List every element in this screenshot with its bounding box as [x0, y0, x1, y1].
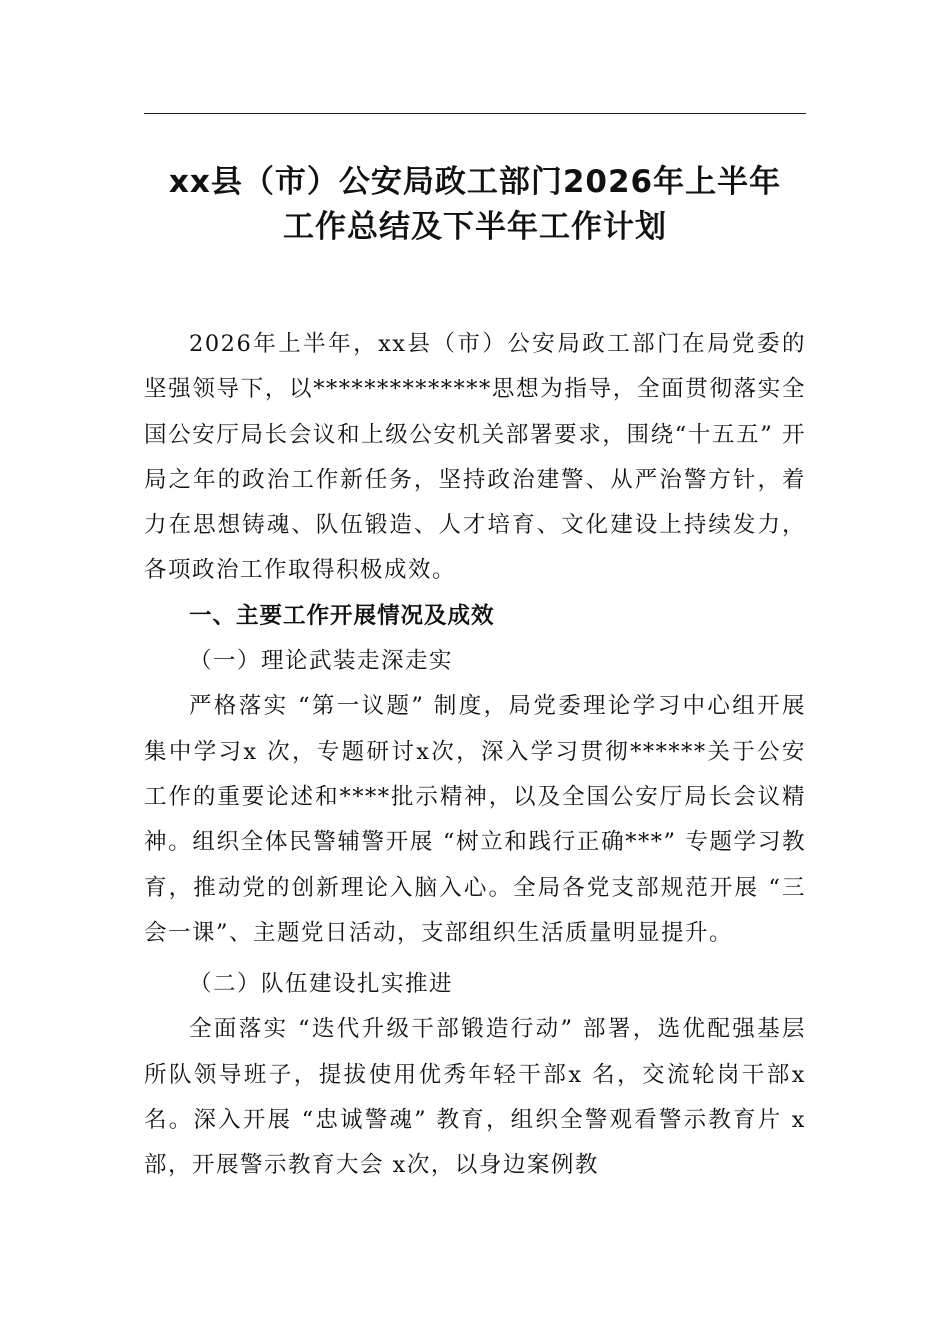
subsection-heading-2: （二）队伍建设扎实推进: [189, 971, 454, 998]
header-rule: [144, 113, 806, 114]
subsection-1-paragraph: 严格落实 “第一议题” 制度，局党委理论学习中心组开展集中学习x 次，专题研讨x次，深入学习贯彻******关于公安工作的重要论述和****批示精神，以及全国公安厅局长会议精神。组织全体民警辅警开展 “树立和践行正确***” 专题学习教育，推动党的创新理论入脑入心。全局各党支部规范开展 “三会一课”、主题党日活动，支部组织生活质量明显提升。: [144, 693, 806, 946]
title-line-2: 工作总结及下半年工作计划: [283, 209, 667, 245]
section-heading-1: 一、主要工作开展情况及成效: [189, 602, 495, 629]
intro-paragraph: 2026年上半年，xx县（市）公安局政工部门在局党委的坚强领导下，以**************思想为指导，全面贯彻落实全国公安厅局长会议和上级公安机关部署要求，围绕“十五五” 开局之年的政治工作新任务，坚持政治建警、从严治警方针，着力在思想铸魂、队伍锻造、人才培育、文化建设上持续发力，各项政治工作取得积极成效。: [144, 331, 806, 584]
title-line-1: xx县（市）公安局政工部门2026年上半年: [168, 164, 782, 200]
document-body: [144, 322, 806, 1189]
document-title: [144, 160, 806, 250]
subsection-2-paragraph: 全面落实 “迭代升级干部锻造行动” 部署，选优配强基层所队领导班子，提拔使用优秀年轻干部x 名，交流轮岗干部x 名。深入开展 “忠诚警魂” 教育，组织全警观看警示教育片 x部，开展警示教育大会 x次，以身边案例教: [144, 1016, 806, 1179]
subsection-heading-1: （一）理论武装走深走实: [189, 648, 454, 675]
